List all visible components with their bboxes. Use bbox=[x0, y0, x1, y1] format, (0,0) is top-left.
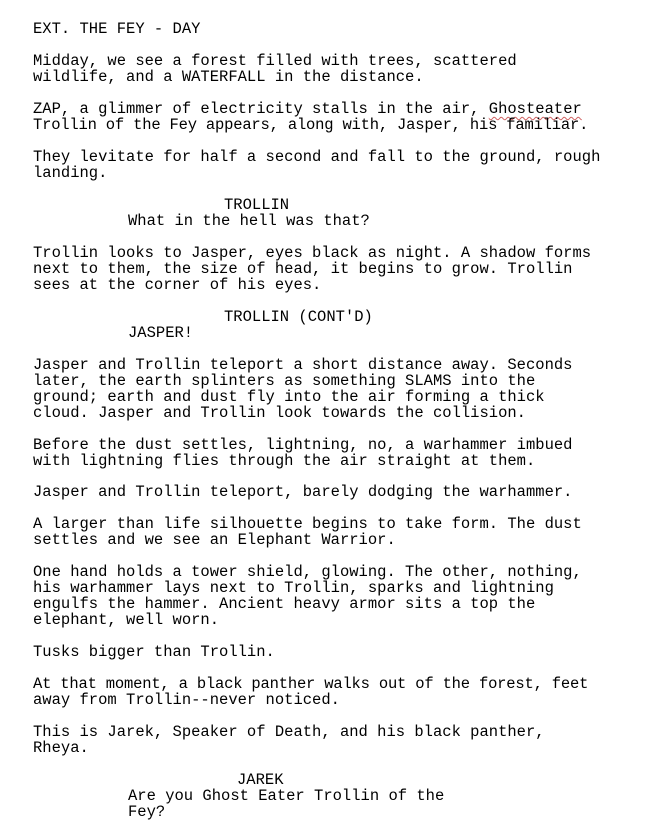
action-line: A larger than life silhouette begins to take form. The dust bbox=[33, 515, 582, 533]
action-line: Jasper and Trollin teleport, barely dodging the warhammer. bbox=[33, 483, 573, 501]
action-line: landing. bbox=[33, 164, 108, 182]
action-line: ground; earth and dust fly into the air forming a thick bbox=[33, 388, 545, 406]
action-line bbox=[33, 101, 582, 117]
misspelled-word: Ghosteater bbox=[488, 100, 582, 118]
action-line: Trollin looks to Jasper, eyes black as night. A shadow forms bbox=[33, 244, 592, 262]
action-line: cloud. Jasper and Trollin look towards the collision. bbox=[33, 404, 526, 422]
action-line: This is Jarek, Speaker of Death, and his black panther, bbox=[33, 723, 545, 741]
action-line: They levitate for half a second and fall to the ground, rough bbox=[33, 148, 601, 166]
character-name: TROLLIN bbox=[224, 196, 290, 214]
action-line: away from Trollin--never noticed. bbox=[33, 691, 340, 709]
action-line: with lightning flies through the air straight at them. bbox=[33, 452, 536, 470]
action-line: Rheya. bbox=[33, 739, 89, 757]
action-line: next to them, the size of head, it begins to grow. Trollin bbox=[33, 260, 573, 278]
character-name: TROLLIN (CONT'D) bbox=[224, 308, 373, 326]
action-line: Trollin of the Fey appears, along with, Jasper, his familiar. bbox=[33, 116, 589, 134]
scene-heading: EXT. THE FEY - DAY bbox=[33, 20, 201, 38]
dialogue-line: JASPER! bbox=[128, 324, 194, 342]
action-line: One hand holds a tower shield, glowing. The other, nothing, bbox=[33, 563, 582, 581]
action-line: wildlife, and a WATERFALL in the distance. bbox=[33, 68, 424, 86]
action-line: his warhammer lays next to Trollin, sparks and lightning bbox=[33, 579, 554, 597]
dialogue-line: Fey? bbox=[128, 803, 166, 821]
action-line: Tusks bigger than Trollin. bbox=[33, 643, 275, 661]
action-line: later, the earth splinters as something SLAMS into the bbox=[33, 372, 536, 390]
character-name: JAREK bbox=[237, 771, 284, 789]
action-line: engulfs the hammer. Ancient heavy armor sits a top the bbox=[33, 595, 536, 613]
action-line: Jasper and Trollin teleport a short distance away. Seconds bbox=[33, 356, 573, 374]
action-line: sees at the corner of his eyes. bbox=[33, 276, 322, 294]
dialogue-line: What in the hell was that? bbox=[128, 212, 370, 230]
action-line: Midday, we see a forest filled with trees, scattered bbox=[33, 52, 517, 70]
action-line: At that moment, a black panther walks out of the forest, feet bbox=[33, 675, 589, 693]
action-line: elephant, well worn. bbox=[33, 611, 220, 629]
dialogue-line: Are you Ghost Eater Trollin of the bbox=[128, 787, 445, 805]
action-text: ZAP, a glimmer of electricity stalls in the air, bbox=[33, 100, 489, 118]
action-line: settles and we see an Elephant Warrior. bbox=[33, 531, 396, 549]
action-line: Before the dust settles, lightning, no, a warhammer imbued bbox=[33, 436, 573, 454]
